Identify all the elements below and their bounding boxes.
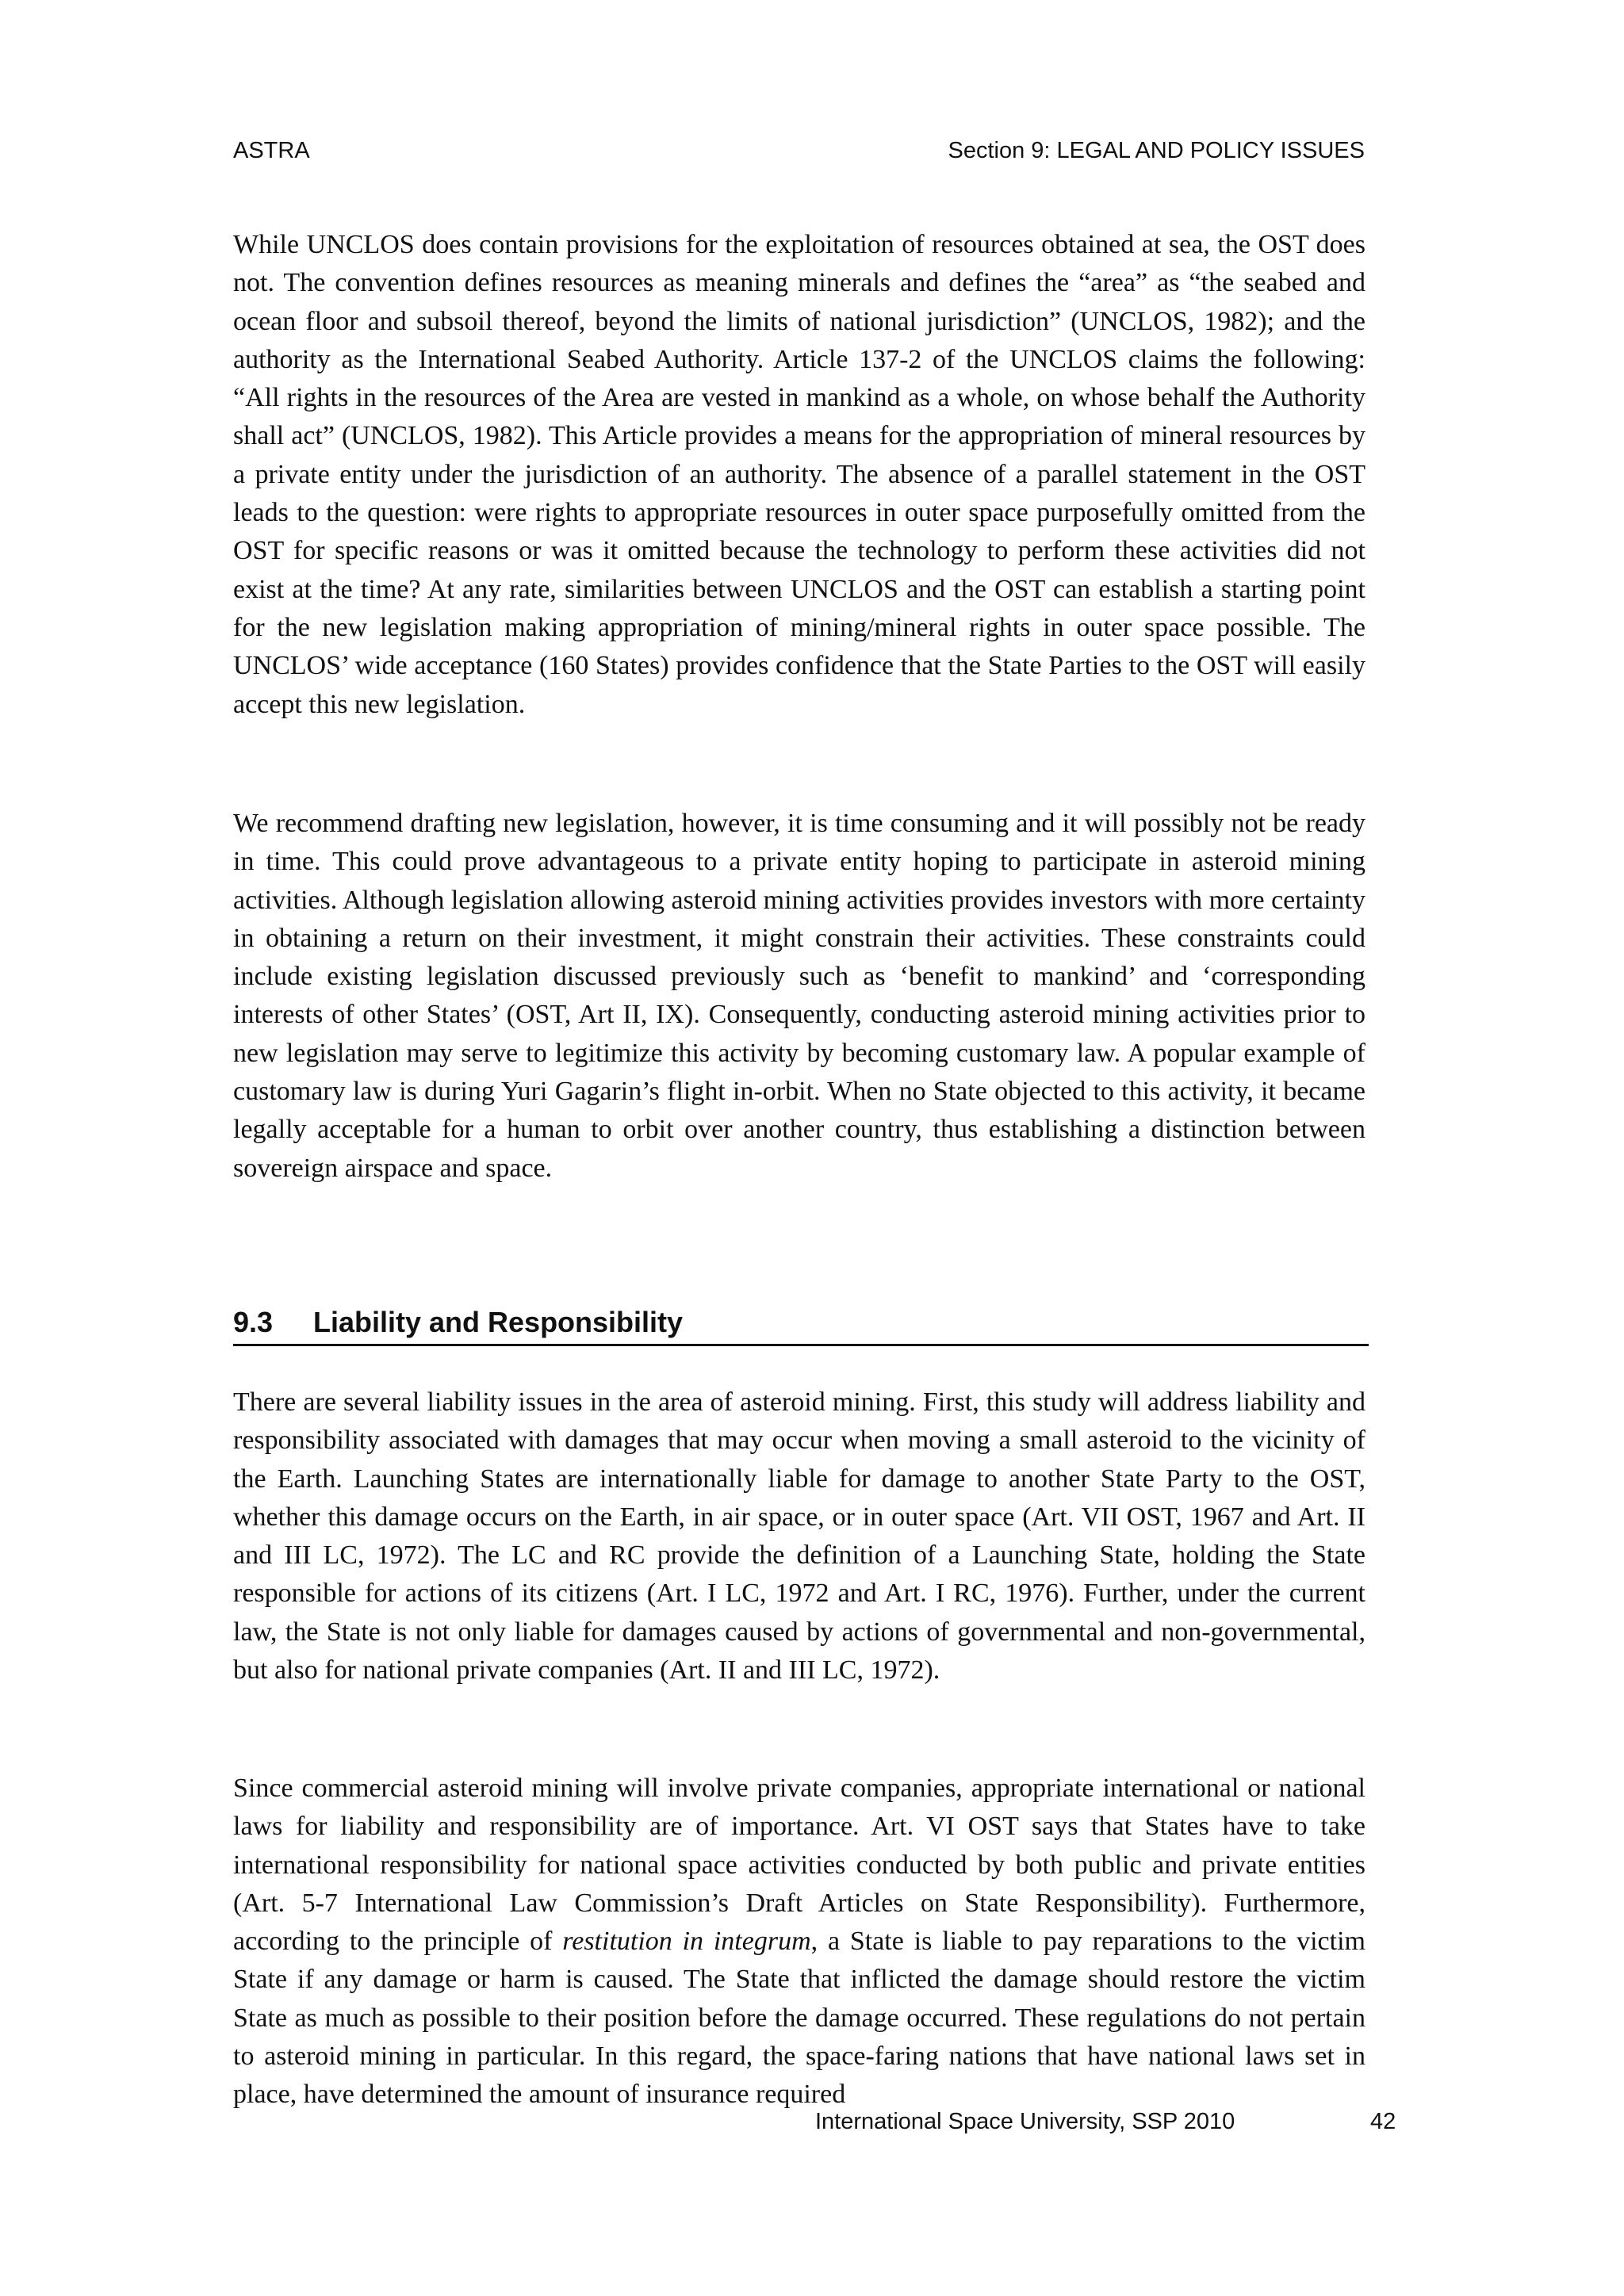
latin-term: restitution in integrum <box>562 1927 811 1957</box>
paragraph-commercial-mining <box>233 1770 1365 2114</box>
section-title: Liability and Responsibility <box>313 1306 684 1338</box>
paragraph-text-part: Since commercial asteroid mining will involve private companies, appropriate international or national laws for liability and responsibility are of importance. Art. VI OST says that States have to take international responsibility for national space activities conducted by both public and private entities (Art. 5-7 International Law Commission’s Draft Articles on State Responsibility). Furthermore, according to the principle of <box>233 1774 1365 1957</box>
section-number: 9.3 <box>233 1306 274 1338</box>
running-header-left: ASTRA <box>233 138 310 163</box>
footer-institution: International Space University, SSP 2010 <box>815 2109 1235 2134</box>
page-number: 42 <box>1370 2109 1396 2134</box>
paragraph-new-legislation: We recommend drafting new legislation, however, it is time consuming and it will possibly not be ready in time. This could prove advantageous to a private entity hoping to participate in asteroid mining activities. Although legislation allowing asteroid mining activities provides investors with more certainty in obtaining a return on their investment, it might constrain their activities. These constraints could include existing legislation discussed previously such as ‘benefit to mankind’ and ‘corresponding interests of other States’ (OST, Art II, IX). Consequently, conducting asteroid mining activities prior to new legislation may serve to legitimize this activity by becoming customary law. A popular example of customary law is during Yuri Gagarin’s flight in-orbit. When no State objected to this activity, it became legally acceptable for a human to orbit over another country, thus establishing a distinction between sovereign airspace and space. <box>233 809 1365 1183</box>
running-header-right: Section 9: LEGAL AND POLICY ISSUES <box>948 138 1365 163</box>
paragraph-unclos: While UNCLOS does contain provisions for the exploitation of resources obtained at sea, the OST does not. The convention defines resources as meaning minerals and defines the “area” as “the seabed and ocean floor and subsoil thereof, beyond the limits of national jurisdiction” (UNCLOS, 1982); and the authority as the International Seabed Authority. Article 137-2 of the UNCLOS claims the following: “All rights in the resources of the Area are vested in mankind as a whole, on whose behalf the Authority shall act” (UNCLOS, 1982). This Article provides a means for the appropriation of mineral resources by a private entity under the jurisdiction of an authority. The absence of a parallel statement in the OST leads to the question: were rights to appropriate resources in outer space purposefully omitted from the OST for specific reasons or was it omitted because the technology to perform these activities did not exist at the time? At any rate, similarities between UNCLOS and the OST can establish a starting point for the new legislation making appropriation of mining/mineral rights in outer space possible. The UNCLOS’ wide acceptance (160 States) provides confidence that the State Parties to the OST will easily accept this new legislation. <box>233 230 1365 719</box>
paragraph-liability-issues: There are several liability issues in the area of asteroid mining. First, this study will address liability and responsibility associated with damages that may occur when moving a small asteroid to the vicinity of the Earth. Launching States are internationally liable for damage to another State Party to the OST, whether this damage occurs on the Earth, in air space, or in outer space (Art. VII OST, 1967 and Art. II and III LC, 1972). The LC and RC provide the definition of a Launching State, holding the State responsible for actions of its citizens (Art. I LC, 1972 and Art. I RC, 1976). Further, under the current law, the State is not only liable for damages caused by actions of governmental and non-governmental, but also for national private companies (Art. II and III LC, 1972). <box>233 1387 1365 1686</box>
section-heading <box>233 1304 1369 1346</box>
paragraph-text-part: , a State is liable to pay reparations to the victim State if any damage or harm is caused. The State that inflicted the damage should restore the victim State as much as possible to their position before the damage occurred. These regulations do not pertain to asteroid mining in particular. In this regard, the space-faring nations that have national laws set in place, have determined the amount of insurance required <box>233 1927 1365 2110</box>
